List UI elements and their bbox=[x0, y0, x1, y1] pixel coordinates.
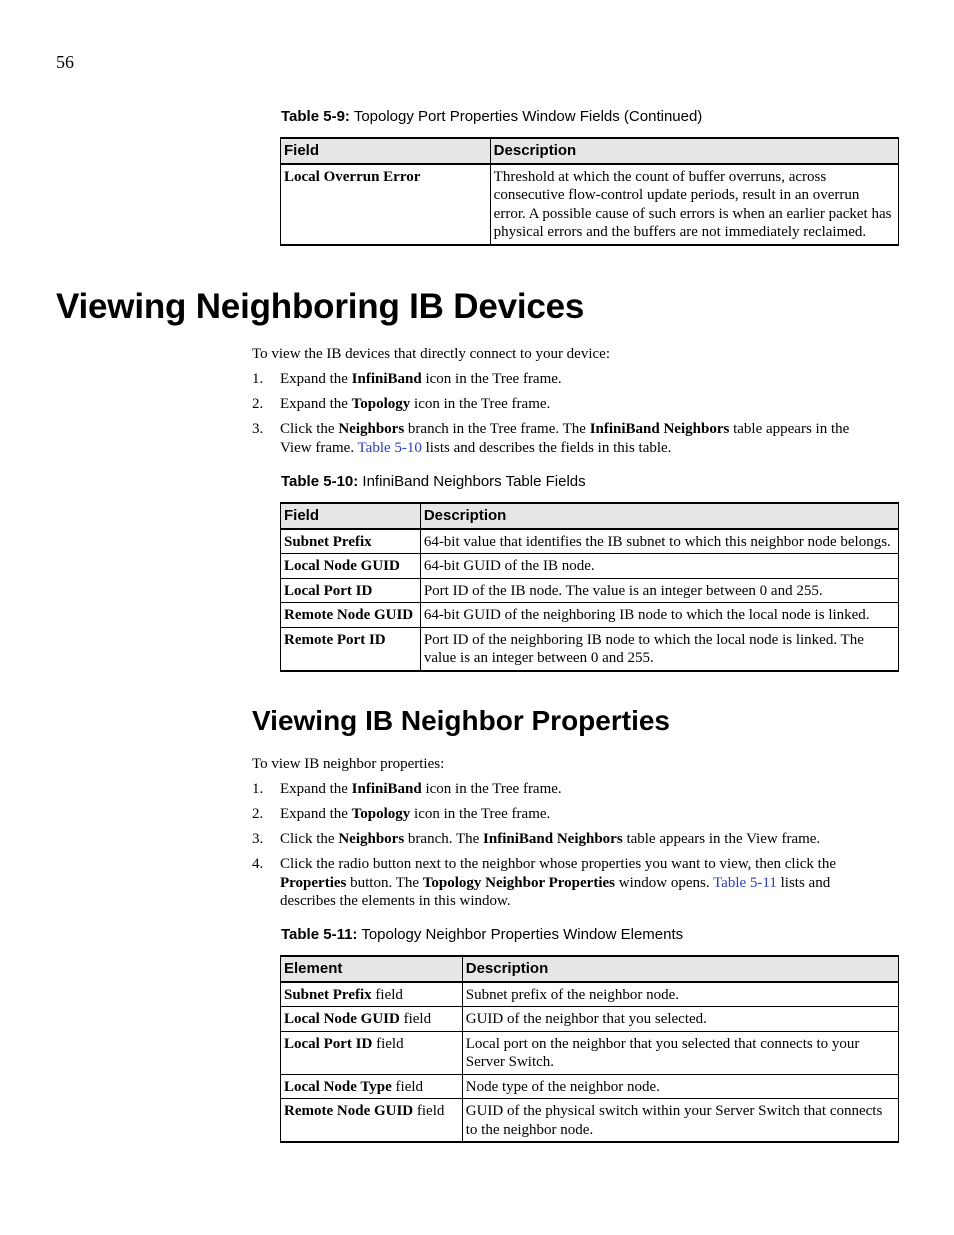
table-row bbox=[281, 1099, 899, 1143]
table-row bbox=[281, 554, 899, 579]
description-cell: Node type of the neighbor node. bbox=[462, 1074, 898, 1099]
field-cell: Remote Node GUID bbox=[281, 603, 421, 628]
table-caption-label: Table 5-11: bbox=[281, 926, 358, 943]
description-cell: Local port on the neighbor that you selected that connects to your Server Switch. bbox=[462, 1031, 898, 1074]
table-row bbox=[281, 1007, 899, 1032]
element-cell: Local Port ID field bbox=[281, 1031, 463, 1074]
description-cell: 64-bit value that identifies the IB subnet to which this neighbor node belongs. bbox=[420, 529, 898, 554]
section-heading: Viewing Neighboring IB Devices bbox=[56, 287, 585, 326]
column-header: Description bbox=[490, 138, 898, 164]
column-header: Description bbox=[420, 503, 898, 529]
subsection-heading: Viewing IB Neighbor Properties bbox=[252, 705, 671, 736]
description-cell: Subnet prefix of the neighbor node. bbox=[462, 982, 898, 1007]
table-5-11-link[interactable]: Table 5-11 bbox=[713, 874, 777, 891]
step-number: 1. bbox=[252, 781, 264, 797]
table-caption-text: Topology Neighbor Properties Window Elements bbox=[361, 926, 684, 943]
table-5-11-caption bbox=[281, 926, 683, 943]
table-row bbox=[281, 1074, 899, 1099]
table-5-10-caption bbox=[281, 473, 586, 490]
description-cell: 64-bit GUID of the IB node. bbox=[420, 554, 898, 579]
table-row bbox=[281, 1031, 899, 1074]
field-cell: Subnet Prefix bbox=[281, 529, 421, 554]
description-cell: GUID of the neighbor that you selected. bbox=[462, 1007, 898, 1032]
description-cell: Threshold at which the count of buffer overruns, across consecutive flow-control update periods, result in an overrun error. A possible cause of such errors is when an earlier packet has physical errors and the buffers are not immediately reclaimed. bbox=[490, 164, 898, 245]
table-caption-label: Table 5-10: bbox=[281, 473, 359, 490]
column-header: Field bbox=[281, 503, 421, 529]
field-cell: Remote Port ID bbox=[281, 627, 421, 671]
table-header-row bbox=[281, 138, 899, 164]
step-number: 1. bbox=[252, 371, 264, 387]
step-number: 2. bbox=[252, 806, 264, 822]
description-cell: Port ID of the neighboring IB node to which the local node is linked. The value is an integer between 0 and 255. bbox=[420, 627, 898, 671]
table-5-9 bbox=[280, 137, 899, 246]
step-number: 3. bbox=[252, 421, 264, 437]
step-number: 3. bbox=[252, 831, 264, 847]
column-header: Element bbox=[281, 956, 463, 982]
table-caption-label: Table 5-9: bbox=[281, 108, 350, 125]
table-5-11 bbox=[280, 955, 899, 1143]
table-row bbox=[281, 578, 899, 603]
table-5-10 bbox=[280, 502, 899, 672]
field-cell: Local Port ID bbox=[281, 578, 421, 603]
description-cell: 64-bit GUID of the neighboring IB node to which the local node is linked. bbox=[420, 603, 898, 628]
description-cell: Port ID of the IB node. The value is an integer between 0 and 255. bbox=[420, 578, 898, 603]
table-5-9-caption bbox=[281, 108, 702, 125]
column-header: Description bbox=[462, 956, 898, 982]
table-caption-text: Topology Port Properties Window Fields (Continued) bbox=[353, 108, 703, 125]
table-header-row bbox=[281, 956, 899, 982]
field-cell: Local Node GUID bbox=[281, 554, 421, 579]
section-intro: To view the IB devices that directly connect to your device: bbox=[252, 346, 610, 362]
table-row bbox=[281, 603, 899, 628]
element-cell: Local Node GUID field bbox=[281, 1007, 463, 1032]
section-intro: To view IB neighbor properties: bbox=[252, 756, 445, 772]
table-caption-text: InfiniBand Neighbors Table Fields bbox=[362, 473, 586, 490]
table-row bbox=[281, 529, 899, 554]
table-header-row bbox=[281, 503, 899, 529]
element-cell: Remote Node GUID field bbox=[281, 1099, 463, 1143]
column-header: Field bbox=[281, 138, 491, 164]
table-row bbox=[281, 627, 899, 671]
field-cell: Local Overrun Error bbox=[281, 164, 491, 245]
table-row bbox=[281, 164, 899, 245]
page-number: 56 bbox=[56, 52, 74, 72]
step-number: 2. bbox=[252, 396, 264, 412]
step-number: 4. bbox=[252, 856, 264, 872]
element-cell: Subnet Prefix field bbox=[281, 982, 463, 1007]
table-5-10-link[interactable]: Table 5-10 bbox=[357, 439, 422, 456]
element-cell: Local Node Type field bbox=[281, 1074, 463, 1099]
table-row bbox=[281, 982, 899, 1007]
description-cell: GUID of the physical switch within your Server Switch that connects to the neighbor node. bbox=[462, 1099, 898, 1143]
